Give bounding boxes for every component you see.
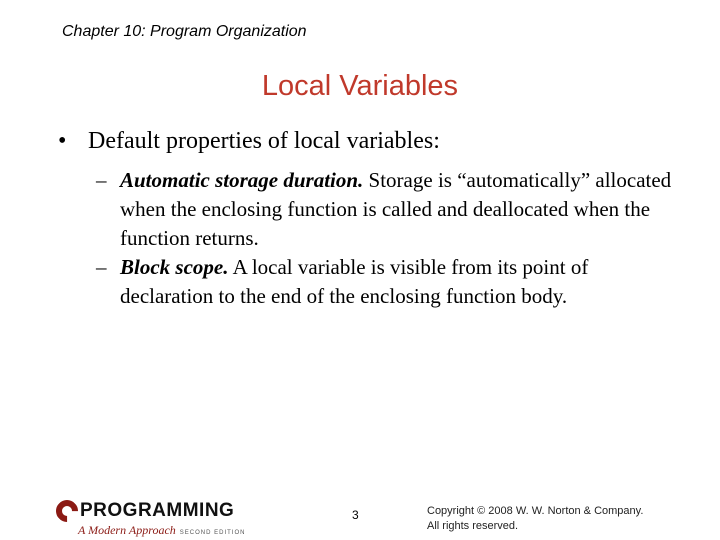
book-logo	[56, 500, 266, 538]
bullet-list	[58, 124, 678, 311]
logo-wordmark: PROGRAMMING	[80, 500, 235, 521]
sub-bullet-item	[96, 166, 678, 253]
sub-bullet-content	[120, 253, 678, 311]
bullet-dot-icon: •	[58, 128, 67, 154]
copyright-line: Copyright © 2008 W. W. Norton & Company.	[427, 505, 644, 517]
copyright-line: All rights reserved.	[427, 520, 519, 532]
sub-bullet-item	[96, 253, 678, 311]
bullet-text: Default properties of local variables:	[88, 128, 440, 154]
bullet-item	[58, 124, 678, 158]
page-number: 3	[352, 508, 359, 522]
dash-icon: –	[96, 168, 107, 192]
sub-bullet-text: Storage is “automatically” allocated when the enclosing function is called and deallocated when the function returns.	[120, 168, 672, 250]
sub-bullet-content	[120, 166, 678, 253]
sub-bullet-text: A local variable is visible from its point of declaration to the end of the enclosing function body.	[120, 255, 589, 308]
sub-bullet-list	[96, 166, 678, 311]
sub-bullet-term: Block scope.	[120, 255, 229, 279]
slide-title: Local Variables	[261, 70, 459, 102]
logo-subtitle: A Modern Approach	[78, 523, 176, 537]
logo-edition: SECOND EDITION	[179, 530, 246, 536]
copyright-notice	[427, 504, 643, 534]
c-logo-icon	[51, 495, 82, 526]
dash-icon: –	[96, 255, 107, 279]
chapter-header: Chapter 10: Program Organization	[62, 23, 307, 40]
sub-bullet-term: Automatic storage duration.	[120, 168, 364, 192]
